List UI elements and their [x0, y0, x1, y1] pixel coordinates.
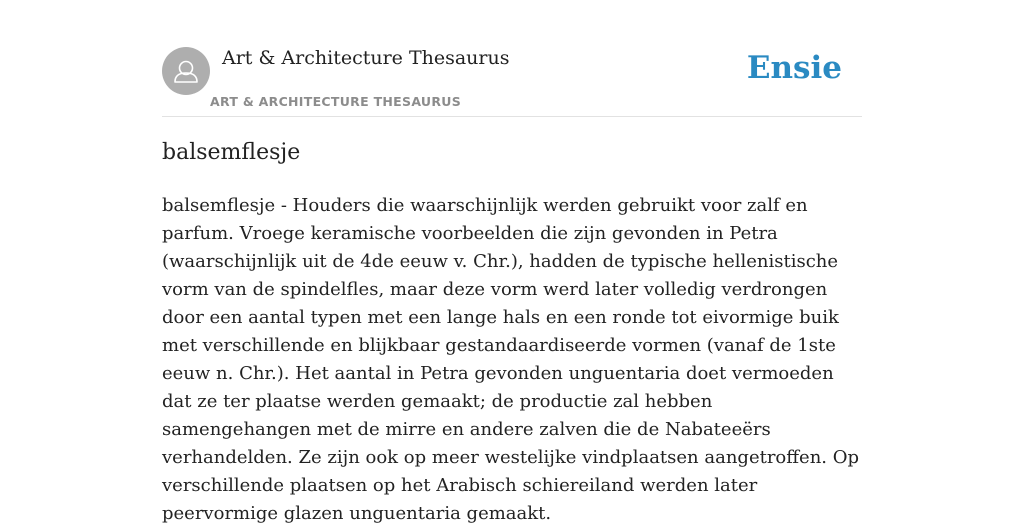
ensie-logo[interactable]: Ensie [746, 50, 842, 86]
user-icon [162, 47, 210, 95]
source-subtitle[interactable]: ART & ARCHITECTURE THESAURUS [210, 94, 462, 109]
entry-title: balsemflesje [162, 140, 301, 165]
source-title[interactable]: Art & Architecture Thesaurus [222, 47, 510, 69]
entry-definition: balsemflesje - Houders die waarschijnlijk werden gebruikt voor zalf en parfum. Vroege keramische voorbeelden die zijn gevonden in Petra (waarschijnlijk uit de 4de eeuw v. Chr.), hadden de typische hellenistische vorm van de spindelfles, maar deze vorm werd later volledig verdrongen door een aantal typen met een lange hals en een ronde tot eivormige buik met verschillende en blijkbaar gestandaardiseerde vormen (vanaf de 1ste eeuw n. Chr.). Het aantal in Petra gevonden unguentaria doet vermoeden dat ze ter plaatse werden gemaakt; de productie zal hebben samengehangen met de mirre en andere zalven die de Nabateeërs verhandelden. Ze zijn ook op meer westelijke vindplaatsen aangetroffen. Op verschillende plaatsen op het Arabisch schiereiland werden later peervormige glazen unguentaria gemaakt. [162, 195, 860, 524]
source-avatar[interactable] [162, 47, 210, 95]
source-header [162, 44, 862, 117]
